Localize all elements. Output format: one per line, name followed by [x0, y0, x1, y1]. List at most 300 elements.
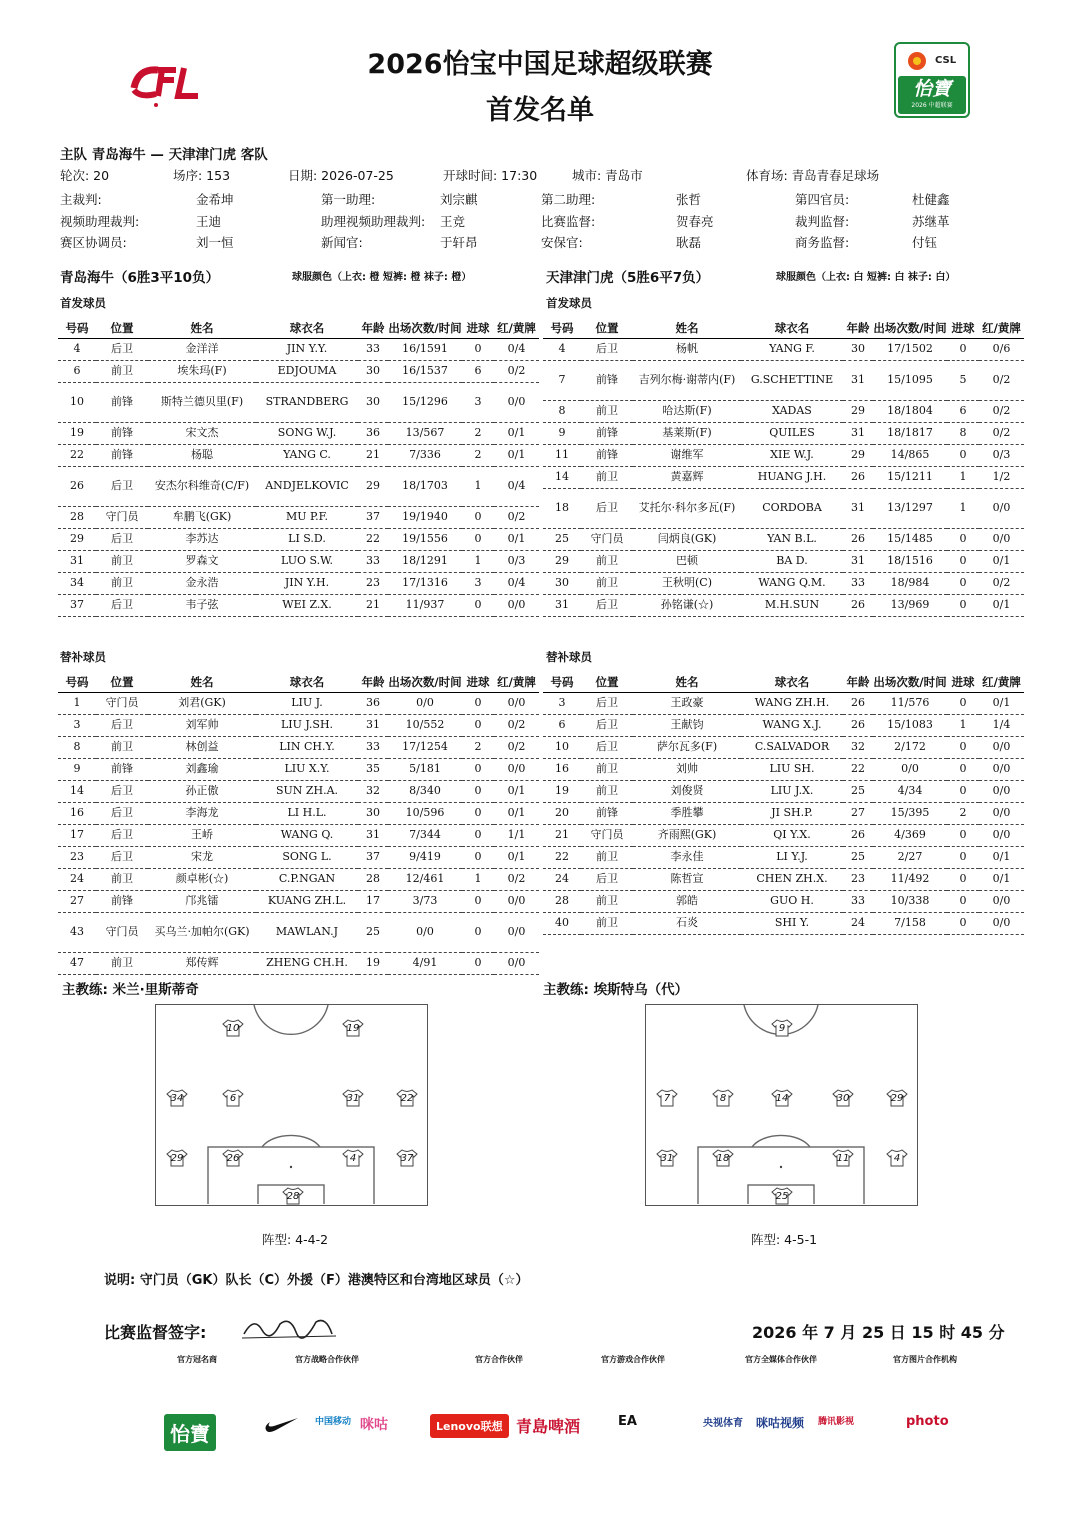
jersey-icon — [771, 1187, 793, 1205]
home-team-title: 青岛海牛（6胜3平10负） — [60, 270, 220, 286]
player-cell: 前卫 — [96, 550, 148, 572]
player-cell: 0 — [947, 912, 979, 934]
player-row — [58, 714, 539, 736]
player-row — [58, 952, 539, 974]
player-cell: 27 — [58, 890, 96, 912]
player-cell: 0/2 — [979, 422, 1024, 444]
player-cell: 0/0 — [979, 528, 1024, 550]
away-kit-colors: 球服颜色（上衣: 白 短裤: 白 袜子: 白） — [776, 272, 956, 283]
player-cell: 15/1083 — [873, 714, 947, 736]
player-cell: 3 — [462, 572, 494, 594]
away-subs-label: 替补球员 — [546, 650, 592, 664]
jersey-icon — [832, 1089, 854, 1107]
player-cell: 0/1 — [979, 846, 1024, 868]
player-row — [58, 360, 539, 382]
jersey-number: 19 — [346, 1023, 360, 1034]
player-cell: 0/1 — [494, 802, 539, 824]
official-role: 新闻官: — [321, 235, 363, 250]
column-header: 号码 — [58, 672, 96, 692]
player-cell: 37 — [358, 506, 388, 528]
jersey-icon — [166, 1089, 188, 1107]
column-header: 球衣名 — [741, 318, 843, 338]
player-cell: YANG C. — [256, 444, 358, 466]
player-cell: 0/4 — [494, 466, 539, 506]
player-cell: 后卫 — [581, 338, 633, 360]
player-cell: 0/0 — [494, 758, 539, 780]
player-cell: 0/0 — [979, 890, 1024, 912]
player-cell: 0 — [947, 736, 979, 758]
jersey-number: 4 — [349, 1153, 357, 1164]
player-cell: 2/27 — [873, 846, 947, 868]
player-cell: 11/492 — [873, 868, 947, 890]
player-cell: 7/336 — [388, 444, 462, 466]
player-cell: 0 — [947, 868, 979, 890]
jersey-number: 31 — [346, 1093, 360, 1104]
sponsor-logo: 中国移动 — [315, 1417, 352, 1427]
player-cell: 后卫 — [581, 692, 633, 714]
player-cell: 17/1502 — [873, 338, 947, 360]
player-row — [543, 824, 1024, 846]
jersey-number: 37 — [400, 1153, 414, 1164]
jersey-number: 29 — [890, 1093, 904, 1104]
player-cell: 0/1 — [979, 692, 1024, 714]
player-cell: 21 — [358, 444, 388, 466]
player-cell: 闫炳良(GK) — [633, 528, 741, 550]
player-cell: 0/0 — [979, 488, 1024, 528]
player-cell: 6 — [947, 400, 979, 422]
jersey-icon — [712, 1149, 734, 1167]
player-cell: C.P.NGAN — [256, 868, 358, 890]
jersey-number: 26 — [226, 1153, 240, 1164]
city: 城市: 青岛市 — [572, 168, 643, 183]
player-cell: 后卫 — [96, 466, 148, 506]
player-cell: 28 — [543, 890, 581, 912]
column-header: 出场次数/时间 — [873, 672, 947, 692]
player-cell: 郭皓 — [633, 890, 741, 912]
player-cell: LIU X.Y. — [256, 758, 358, 780]
player-cell: 守门员 — [581, 528, 633, 550]
player-cell: 18/1817 — [873, 422, 947, 444]
player-cell: 基莱斯(F) — [633, 422, 741, 444]
column-header: 进球 — [947, 318, 979, 338]
player-cell: 0 — [462, 802, 494, 824]
player-cell: 9/419 — [388, 846, 462, 868]
player-cell: 30 — [358, 802, 388, 824]
signature-datetime: 2026 年 7 月 25 日 15 时 45 分 — [752, 1323, 1005, 1342]
player-cell: MAWLAN.J — [256, 912, 358, 952]
player-cell: 宋龙 — [148, 846, 256, 868]
official-name: 刘一恒 — [196, 235, 234, 250]
player-cell: 0/0 — [494, 382, 539, 422]
player-cell: 前卫 — [581, 572, 633, 594]
player-cell: 石炎 — [633, 912, 741, 934]
player-cell: 10/552 — [388, 714, 462, 736]
player-cell: STRANDBERG — [256, 382, 358, 422]
player-cell: 8 — [58, 736, 96, 758]
player-cell: 0/0 — [388, 912, 462, 952]
player-cell: 19 — [358, 952, 388, 974]
player-cell: 宋文杰 — [148, 422, 256, 444]
player-cell: LI Y.J. — [741, 846, 843, 868]
player-row — [58, 338, 539, 360]
player-cell: 杨聪 — [148, 444, 256, 466]
player-cell: WANG Q. — [256, 824, 358, 846]
player-cell: 巴顿 — [633, 550, 741, 572]
player-cell: 33 — [358, 338, 388, 360]
player-cell: 前锋 — [96, 422, 148, 444]
column-header: 进球 — [462, 672, 494, 692]
player-cell: 1/2 — [979, 466, 1024, 488]
player-cell: XIE W.J. — [741, 444, 843, 466]
official-name: 金希坤 — [196, 192, 234, 207]
player-cell: 罗森文 — [148, 550, 256, 572]
player-cell: 牟鹏飞(GK) — [148, 506, 256, 528]
column-header: 姓名 — [148, 672, 256, 692]
player-cell: LIU SH. — [741, 758, 843, 780]
player-cell: 47 — [58, 952, 96, 974]
player-cell: 李苏达 — [148, 528, 256, 550]
jersey-icon — [886, 1149, 908, 1167]
jersey-number: 14 — [775, 1093, 789, 1104]
player-cell: 32 — [843, 736, 873, 758]
player-cell: CORDOBA — [741, 488, 843, 528]
player-cell: 1 — [462, 550, 494, 572]
player-cell: 26 — [843, 692, 873, 714]
player-cell: 前卫 — [581, 912, 633, 934]
player-cell: 0 — [462, 506, 494, 528]
player-cell: LIU J. — [256, 692, 358, 714]
player-cell: 齐雨熙(GK) — [633, 824, 741, 846]
player-cell: 0 — [947, 824, 979, 846]
player-cell: 前卫 — [96, 572, 148, 594]
column-header: 球衣名 — [741, 672, 843, 692]
player-cell: 0/1 — [494, 444, 539, 466]
player-cell: SONG W.J. — [256, 422, 358, 444]
column-header: 红/黄牌 — [494, 672, 539, 692]
player-cell: SUN ZH.A. — [256, 780, 358, 802]
jersey-icon — [396, 1149, 418, 1167]
player-cell: 23 — [358, 572, 388, 594]
player-cell: 5/181 — [388, 758, 462, 780]
player-cell: 0/0 — [494, 912, 539, 952]
player-cell: 26 — [843, 714, 873, 736]
player-cell: 1 — [947, 488, 979, 528]
player-cell: 33 — [358, 736, 388, 758]
player-cell: 0/0 — [979, 758, 1024, 780]
player-cell: 7/344 — [388, 824, 462, 846]
player-row — [58, 572, 539, 594]
jersey-number: 6 — [229, 1093, 237, 1104]
player-cell: 0 — [947, 338, 979, 360]
player-cell: 17/1316 — [388, 572, 462, 594]
player-cell: 2 — [947, 802, 979, 824]
player-cell: 18/984 — [873, 572, 947, 594]
player-row — [58, 736, 539, 758]
player-cell: 邝兆镭 — [148, 890, 256, 912]
home-subs-label: 替补球员 — [60, 650, 106, 664]
sponsor-logo: 咪咕 — [360, 1417, 388, 1433]
column-header: 姓名 — [633, 672, 741, 692]
player-cell: 35 — [358, 758, 388, 780]
player-cell: GUO H. — [741, 890, 843, 912]
player-cell: 31 — [843, 422, 873, 444]
csl-logo — [894, 42, 970, 118]
player-cell: WEI Z.X. — [256, 594, 358, 616]
player-cell: 0/2 — [979, 360, 1024, 400]
player-row — [543, 780, 1024, 802]
player-cell: 0 — [947, 780, 979, 802]
player-cell: 0 — [947, 550, 979, 572]
player-cell: 24 — [58, 868, 96, 890]
player-cell: 后卫 — [581, 594, 633, 616]
sponsor-logo: Lenovo联想 — [430, 1414, 509, 1438]
player-cell: 后卫 — [96, 802, 148, 824]
player-cell: 0 — [462, 338, 494, 360]
player-cell: 43 — [58, 912, 96, 952]
player-cell: 10/338 — [873, 890, 947, 912]
player-cell: 10 — [58, 382, 96, 422]
away-team-title: 天津津门虎（5胜6平7负） — [546, 270, 710, 286]
jersey-number: 30 — [836, 1093, 850, 1104]
player-cell: 14 — [58, 780, 96, 802]
player-cell: 37 — [58, 594, 96, 616]
player-cell: 孙铭谦(☆) — [633, 594, 741, 616]
player-cell: 斯特兰德贝里(F) — [148, 382, 256, 422]
player-cell: 后卫 — [581, 714, 633, 736]
player-cell: 守门员 — [96, 912, 148, 952]
player-cell: 20 — [543, 802, 581, 824]
player-cell: 6 — [58, 360, 96, 382]
player-cell: 31 — [58, 550, 96, 572]
player-cell: 13/1297 — [873, 488, 947, 528]
column-header: 年龄 — [843, 318, 873, 338]
home-starters-table — [58, 318, 539, 617]
nike-logo — [264, 1416, 300, 1438]
player-cell: BA D. — [741, 550, 843, 572]
sponsor-category: 官方图片合作机构 — [893, 1355, 957, 1364]
player-cell: 18/1703 — [388, 466, 462, 506]
player-cell: SHI Y. — [741, 912, 843, 934]
player-cell: 刘帅 — [633, 758, 741, 780]
sponsor-logo: EA — [618, 1414, 637, 1429]
jersey-number: 28 — [286, 1191, 300, 1202]
player-cell: 1 — [947, 714, 979, 736]
sponsor-logo: 腾讯影视 — [818, 1417, 855, 1427]
player-cell: 29 — [58, 528, 96, 550]
player-cell: 6 — [462, 360, 494, 382]
player-cell: 0/1 — [494, 422, 539, 444]
column-header: 年龄 — [843, 672, 873, 692]
player-cell: 25 — [543, 528, 581, 550]
sponsor-category: 官方冠名商 — [177, 1355, 217, 1364]
player-cell: 哈达斯(F) — [633, 400, 741, 422]
player-cell: 0/6 — [979, 338, 1024, 360]
jersey-number: 34 — [170, 1093, 184, 1104]
kickoff-time: 开球时间: 17:30 — [443, 168, 538, 183]
jersey-icon — [222, 1089, 244, 1107]
player-cell: 前卫 — [581, 466, 633, 488]
player-cell: 25 — [358, 912, 388, 952]
jersey-icon — [342, 1089, 364, 1107]
column-header: 姓名 — [148, 318, 256, 338]
sponsor-category: 官方全媒体合作伙伴 — [745, 1355, 817, 1364]
player-cell: 艾托尔·科尔多瓦(F) — [633, 488, 741, 528]
player-cell: 0 — [947, 444, 979, 466]
player-cell: 25 — [843, 780, 873, 802]
official-name: 杜健鑫 — [912, 192, 950, 207]
player-cell: 11/937 — [388, 594, 462, 616]
player-cell: 6 — [543, 714, 581, 736]
player-cell: 26 — [843, 466, 873, 488]
player-cell: 前卫 — [581, 846, 633, 868]
player-cell: 31 — [543, 594, 581, 616]
player-cell: 刘君(GK) — [148, 692, 256, 714]
player-cell: 金洋洋 — [148, 338, 256, 360]
player-cell: 11/576 — [873, 692, 947, 714]
official-role: 裁判监督: — [795, 214, 850, 229]
jersey-icon — [342, 1149, 364, 1167]
player-cell: 4/369 — [873, 824, 947, 846]
player-row — [543, 338, 1024, 360]
official-name: 王竞 — [440, 214, 466, 229]
column-header: 位置 — [581, 318, 633, 338]
jersey-icon — [396, 1089, 418, 1107]
player-cell: ZHENG CH.H. — [256, 952, 358, 974]
player-cell: 23 — [58, 846, 96, 868]
player-cell: 1 — [58, 692, 96, 714]
player-cell: 刘俊贤 — [633, 780, 741, 802]
player-cell: 安杰尔科维奇(C/F) — [148, 466, 256, 506]
player-cell: 24 — [843, 912, 873, 934]
jersey-icon — [712, 1089, 734, 1107]
player-cell: 29 — [543, 550, 581, 572]
player-cell: 0 — [462, 846, 494, 868]
player-cell: 26 — [843, 528, 873, 550]
player-cell: 后卫 — [581, 736, 633, 758]
official-role: 安保官: — [541, 235, 583, 250]
player-row — [58, 758, 539, 780]
player-row — [543, 692, 1024, 714]
player-cell: 埃朱玛(F) — [148, 360, 256, 382]
player-row — [58, 466, 539, 506]
player-cell: 21 — [358, 594, 388, 616]
jersey-number: 10 — [226, 1023, 240, 1034]
official-name: 耿磊 — [676, 235, 702, 250]
official-role: 比赛监督: — [541, 214, 596, 229]
player-row — [543, 444, 1024, 466]
player-row — [58, 506, 539, 528]
player-cell: LIU J.SH. — [256, 714, 358, 736]
player-cell: 前卫 — [581, 550, 633, 572]
player-cell: 谢维军 — [633, 444, 741, 466]
player-cell: 萨尔瓦多(F) — [633, 736, 741, 758]
player-cell: 37 — [358, 846, 388, 868]
player-row — [58, 444, 539, 466]
player-row — [543, 466, 1024, 488]
player-cell: 0 — [462, 824, 494, 846]
player-row — [543, 550, 1024, 572]
player-cell: 0/3 — [494, 550, 539, 572]
player-cell: 36 — [358, 692, 388, 714]
player-cell: 10 — [543, 736, 581, 758]
player-cell: 前锋 — [581, 360, 633, 400]
official-name: 付钰 — [912, 235, 938, 250]
column-header: 姓名 — [633, 318, 741, 338]
player-cell: JIN Y.H. — [256, 572, 358, 594]
player-cell: 2 — [462, 444, 494, 466]
jersey-icon — [886, 1089, 908, 1107]
official-name: 贺春亮 — [676, 214, 714, 229]
player-cell: 13/969 — [873, 594, 947, 616]
player-cell: YAN B.L. — [741, 528, 843, 550]
jersey-icon — [222, 1149, 244, 1167]
player-cell: 1/4 — [979, 714, 1024, 736]
jersey-number: 31 — [660, 1153, 674, 1164]
player-cell: 0 — [462, 692, 494, 714]
player-cell: 30 — [543, 572, 581, 594]
player-cell: 0/1 — [494, 780, 539, 802]
player-row — [543, 714, 1024, 736]
player-cell: 守门员 — [96, 692, 148, 714]
sponsor-logo: 央视体育 — [703, 1418, 743, 1429]
official-role: 主裁判: — [60, 192, 102, 207]
jersey-icon — [656, 1089, 678, 1107]
column-header: 球衣名 — [256, 318, 358, 338]
column-header: 年龄 — [358, 318, 388, 338]
player-cell: 金永浩 — [148, 572, 256, 594]
player-row — [58, 422, 539, 444]
player-row — [58, 890, 539, 912]
player-cell: 0/2 — [494, 736, 539, 758]
player-row — [543, 400, 1024, 422]
player-cell: 14 — [543, 466, 581, 488]
player-cell: 王献钧 — [633, 714, 741, 736]
player-row — [543, 890, 1024, 912]
player-row — [543, 528, 1024, 550]
player-cell: 0/2 — [979, 400, 1024, 422]
player-cell: M.H.SUN — [741, 594, 843, 616]
round: 轮次: 20 — [60, 168, 110, 183]
player-cell: QI Y.X. — [741, 824, 843, 846]
sponsor-category: 官方游戏合作伙伴 — [601, 1355, 665, 1364]
player-cell: 王峤 — [148, 824, 256, 846]
player-cell: 5 — [947, 360, 979, 400]
player-cell: 0 — [462, 912, 494, 952]
player-cell: 23 — [843, 868, 873, 890]
player-cell: 3 — [58, 714, 96, 736]
player-cell: 26 — [843, 594, 873, 616]
player-row — [58, 780, 539, 802]
player-cell: 0 — [947, 846, 979, 868]
player-cell: C.SALVADOR — [741, 736, 843, 758]
player-cell: 前卫 — [96, 952, 148, 974]
player-cell: LIU J.X. — [741, 780, 843, 802]
player-cell: 0/1 — [979, 550, 1024, 572]
player-row — [543, 802, 1024, 824]
player-cell: 1 — [462, 466, 494, 506]
player-cell: 李海龙 — [148, 802, 256, 824]
player-cell: 19/1940 — [388, 506, 462, 528]
player-cell: 0 — [462, 952, 494, 974]
player-cell: 后卫 — [96, 528, 148, 550]
column-header: 位置 — [96, 318, 148, 338]
player-cell: 1 — [947, 466, 979, 488]
player-cell: 0 — [947, 528, 979, 550]
player-cell: 17/1254 — [388, 736, 462, 758]
player-cell: 29 — [843, 400, 873, 422]
home-starters-label: 首发球员 — [60, 296, 106, 310]
player-row — [58, 692, 539, 714]
